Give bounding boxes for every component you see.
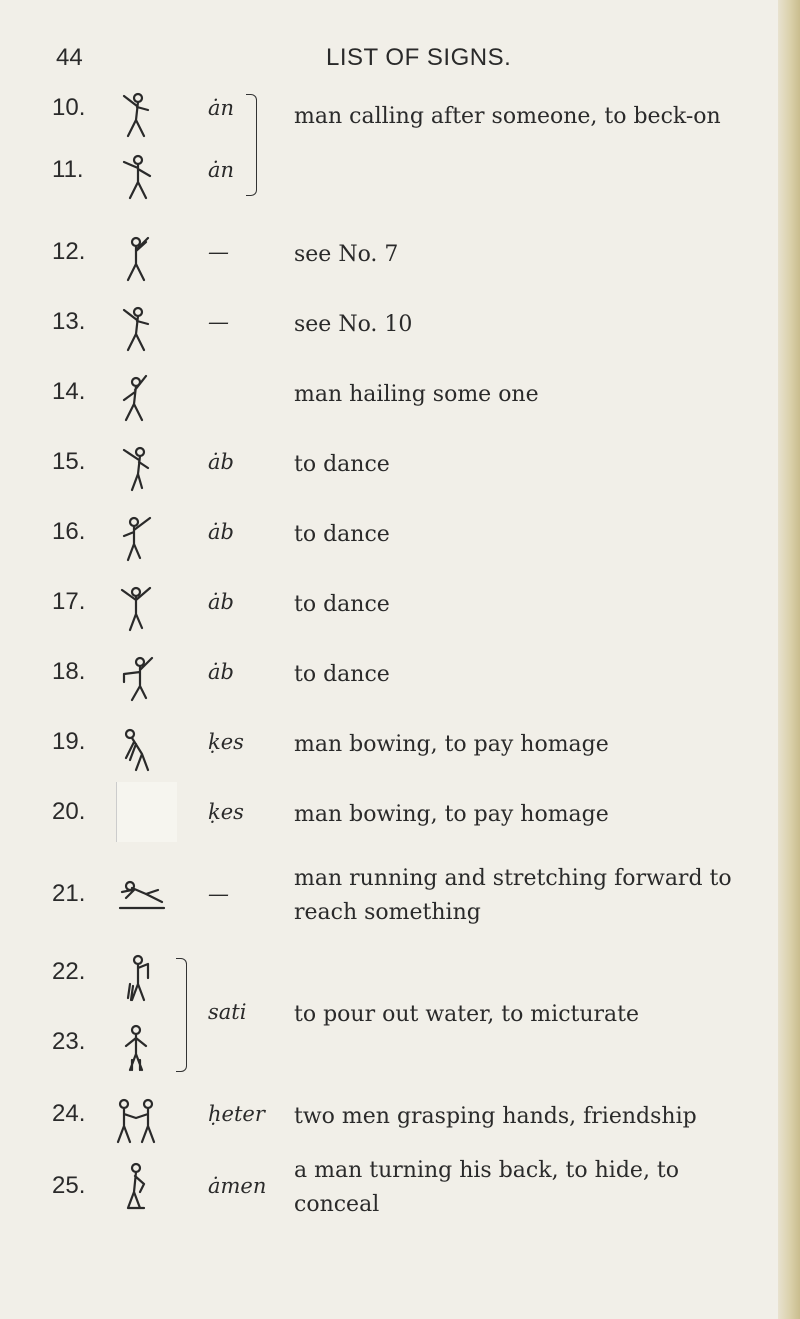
sign-number: 14.	[52, 378, 86, 405]
sign-number: 19.	[52, 728, 86, 755]
man-bowing-glyph	[118, 724, 154, 772]
sign-row-20	[0, 788, 780, 848]
sign-number: 22.	[52, 958, 86, 985]
meaning: to dance	[294, 662, 390, 687]
transliteration: ḳes	[208, 730, 244, 754]
transliteration: ȧb	[208, 660, 234, 684]
sign-row-21	[0, 858, 780, 938]
transliteration: ȧb	[208, 520, 234, 544]
brace-22-23	[176, 958, 187, 1072]
transliteration: —	[208, 240, 229, 264]
transliteration: —	[208, 882, 229, 906]
man-running-glyph	[118, 876, 166, 912]
meaning: two men grasping hands, friendship	[294, 1104, 697, 1129]
sign-row-11	[0, 146, 780, 206]
page-number: 44	[56, 44, 83, 71]
sign-row-25	[0, 1150, 780, 1230]
man-hailing-glyph	[118, 234, 154, 282]
transliteration-22-23: sati	[208, 1000, 247, 1024]
man-calling-glyph	[118, 90, 154, 138]
dancing-man-glyph	[118, 514, 154, 562]
transliteration: ḥeter	[208, 1102, 265, 1126]
sign-number: 11.	[52, 156, 84, 183]
page-edge	[778, 0, 800, 1319]
meaning-10-11: man calling after someone, to beck-on	[294, 104, 721, 129]
sign-row-14	[0, 368, 780, 428]
sign-row-17	[0, 578, 780, 638]
meaning: man hailing some one	[294, 382, 539, 407]
meaning: man bowing, to pay homage	[294, 802, 609, 827]
sign-number: 15.	[52, 448, 86, 475]
sign-number: 13.	[52, 308, 86, 335]
page-header	[0, 44, 780, 84]
man-calling-glyph	[118, 304, 154, 352]
meaning: to dance	[294, 522, 390, 547]
meaning: man bowing, to pay homage	[294, 732, 609, 757]
sign-row-24	[0, 1090, 780, 1150]
sign-number: 16.	[52, 518, 86, 545]
sign-number: 25.	[52, 1172, 86, 1199]
sign-row-19	[0, 718, 780, 778]
meaning: to dance	[294, 592, 390, 617]
missing-glyph-area	[116, 782, 177, 842]
two-men-glyph	[112, 1096, 160, 1144]
sign-number: 18.	[52, 658, 86, 685]
man-turning-glyph	[118, 1162, 154, 1210]
sign-number: 23.	[52, 1028, 86, 1055]
sign-row-16	[0, 508, 780, 568]
meaning: see No. 10	[294, 312, 413, 337]
sign-row-18	[0, 648, 780, 708]
meaning: see No. 7	[294, 242, 399, 267]
man-calling-glyph	[118, 152, 154, 200]
sign-number: 10.	[52, 94, 86, 121]
man-pouring-glyph	[118, 1024, 154, 1072]
transliteration: ȧb	[208, 590, 234, 614]
sign-number: 21.	[52, 880, 86, 907]
man-hailing-glyph	[118, 374, 154, 422]
meaning-22-23: to pour out water, to micturate	[294, 1002, 640, 1027]
sign-row-13	[0, 298, 780, 358]
sign-number: 12.	[52, 238, 86, 265]
meaning: a man turning his back, to hide, to conceal	[294, 1158, 680, 1217]
transliteration: ḳes	[208, 800, 244, 824]
dancing-man-glyph	[118, 584, 154, 632]
running-head: LIST OF SIGNS.	[326, 44, 512, 71]
sign-row-15	[0, 438, 780, 498]
transliteration: —	[208, 310, 229, 334]
brace-10-11	[246, 94, 257, 196]
meaning: man running and stretching forward to reach something	[294, 866, 732, 925]
meaning: to dance	[294, 452, 390, 477]
transliteration: ȧn	[208, 158, 235, 182]
sign-number: 20.	[52, 798, 86, 825]
sign-row-12	[0, 228, 780, 288]
transliteration: ȧn	[208, 96, 235, 120]
dancing-man-glyph	[118, 444, 154, 492]
transliteration: ȧmen	[208, 1174, 267, 1198]
sign-number: 17.	[52, 588, 86, 615]
transliteration: ȧb	[208, 450, 234, 474]
man-pouring-glyph	[118, 954, 154, 1002]
dancing-man-glyph	[118, 654, 154, 702]
sign-number: 24.	[52, 1100, 86, 1127]
